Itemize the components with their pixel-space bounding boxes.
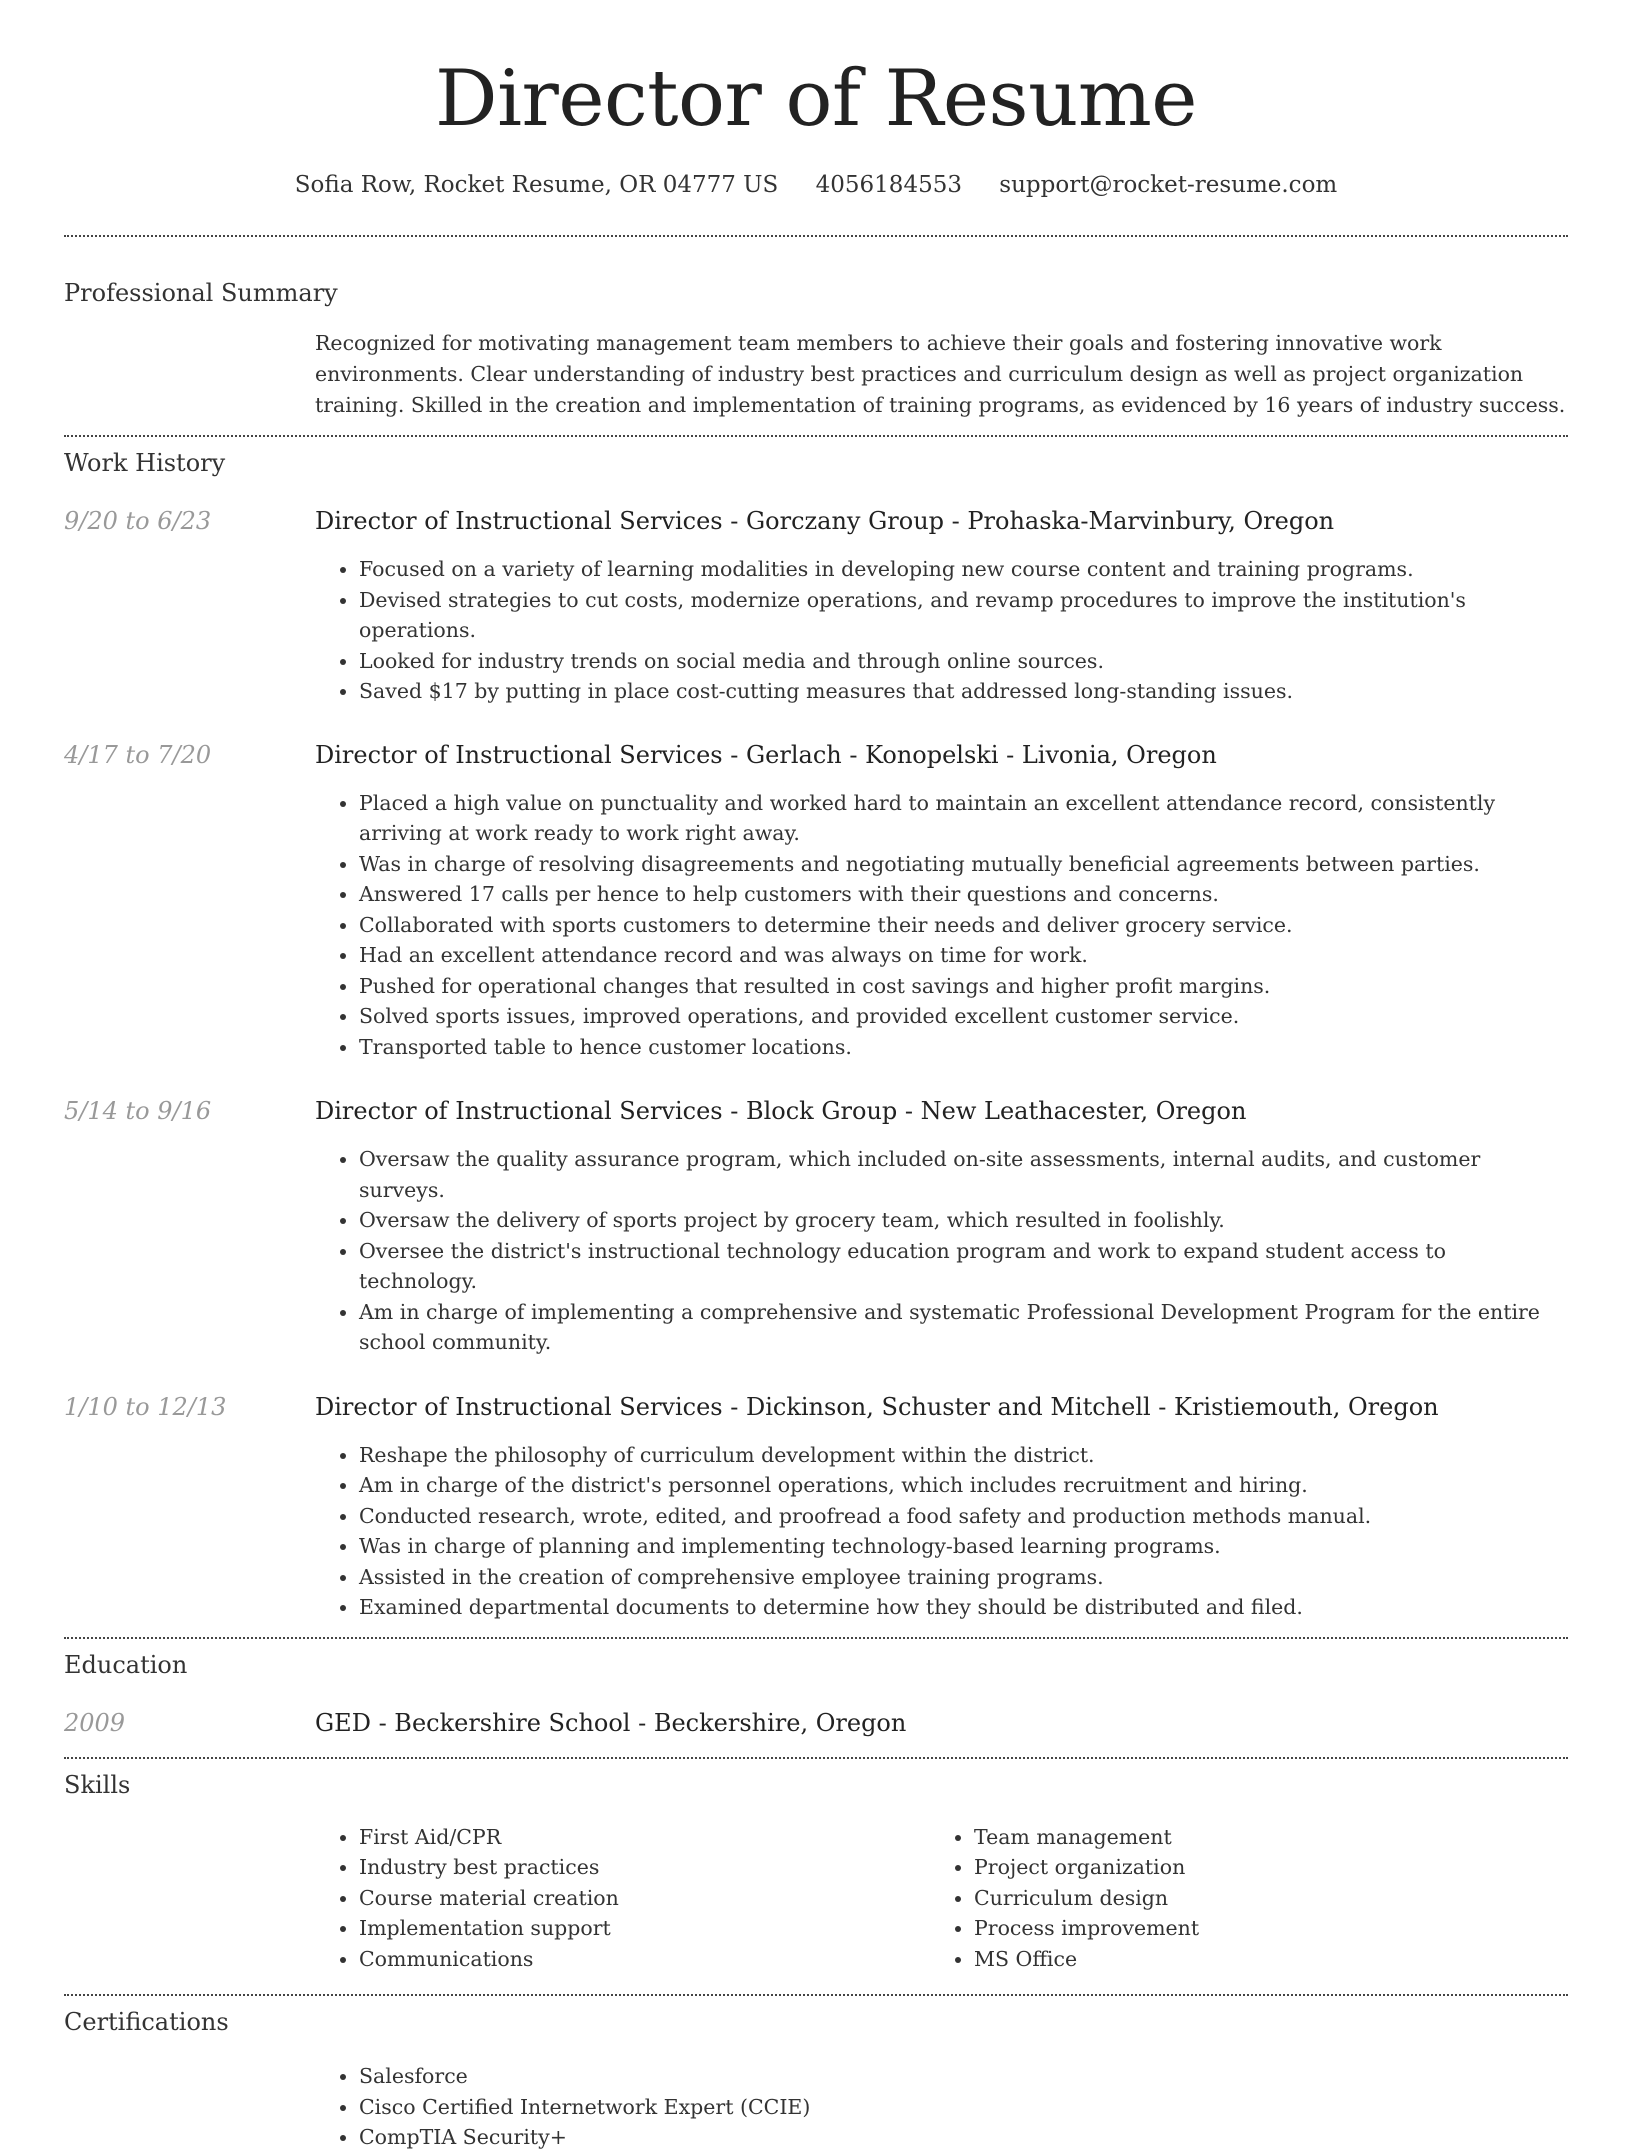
- job-bullets: [315, 1144, 1568, 1358]
- education-year: 2009: [64, 1708, 126, 1737]
- job-entry: [64, 1095, 1568, 1358]
- job-bullets: [315, 788, 1568, 1063]
- education-title: Education: [64, 1650, 188, 1679]
- list-item: • Placed a high value on punctuality and worked hard to maintain an excellent attendance record, consistently arriving at work ready to work right away.: [359, 788, 1568, 849]
- resume-name: Director of Resume: [435, 54, 1197, 144]
- skills-left-list: [315, 1822, 930, 1975]
- job-bullets: [315, 554, 1568, 707]
- list-item: • Curriculum design: [974, 1883, 1545, 1914]
- list-item: • Implementation support: [359, 1913, 930, 1944]
- education-entry: [64, 1707, 1568, 1739]
- list-item: • Project organization: [974, 1852, 1545, 1883]
- list-item: • Reshape the philosophy of curriculum development within the district.: [359, 1440, 1568, 1471]
- contact-address: Sofia Row, Rocket Resume, OR 04777 US: [294, 172, 779, 198]
- list-item: • Devised strategies to cut costs, modernize operations, and revamp procedures to improve the institution's operations.: [359, 585, 1568, 646]
- job-title: Director of Instructional Services - Gorczany Group - Prohaska-Marvinbury, Oregon: [315, 507, 1335, 535]
- list-item: • Oversaw the delivery of sports project by grocery team, which resulted in foolishly.: [359, 1205, 1568, 1236]
- skills-title: Skills: [64, 1770, 131, 1799]
- job-entry: [64, 739, 1568, 1063]
- list-item: • Communications: [359, 1944, 930, 1975]
- list-item: • Course material creation: [359, 1883, 930, 1914]
- list-item: • Examined departmental documents to determine how they should be distributed and filed.: [359, 1592, 1568, 1623]
- list-item: • Collaborated with sports customers to determine their needs and deliver grocery service.: [359, 910, 1568, 941]
- job-entry: [64, 1391, 1568, 1623]
- list-item: • CompTIA Security+: [359, 2122, 1568, 2153]
- list-item: • MS Office: [974, 1944, 1545, 1975]
- list-item: • Looked for industry trends on social media and through online sources.: [359, 646, 1568, 677]
- list-item: • Industry best practices: [359, 1852, 930, 1883]
- contact-line: [64, 170, 1568, 200]
- resume-header: [64, 0, 1568, 200]
- job-title: Director of Instructional Services - Block Group - New Leathacester, Oregon: [315, 1097, 1247, 1125]
- list-item: • Conducted research, wrote, edited, and proofread a food safety and production methods manual.: [359, 1501, 1568, 1532]
- list-item: • Saved $17 by putting in place cost-cutting measures that addressed long-standing issues.: [359, 676, 1568, 707]
- list-item: • Assisted in the creation of comprehensive employee training programs.: [359, 1562, 1568, 1593]
- list-item: • Process improvement: [974, 1913, 1545, 1944]
- skills-section: [64, 1759, 1568, 1975]
- skills-right-list: [930, 1822, 1545, 1975]
- job-dates: 9/20 to 6/23: [64, 507, 212, 535]
- list-item: • Oversee the district's instructional technology education program and work to expand student access to technology.: [359, 1236, 1568, 1297]
- list-item: • Am in charge of the district's personnel operations, which includes recruitment and hiring.: [359, 1470, 1568, 1501]
- list-item: • Solved sports issues, improved operations, and provided excellent customer service.: [359, 1001, 1568, 1032]
- skills-grid: [64, 1822, 1568, 1975]
- list-item: • Had an excellent attendance record and was always on time for work.: [359, 940, 1568, 971]
- list-item: • Answered 17 calls per hence to help customers with their questions and concerns.: [359, 879, 1568, 910]
- certifications-title: Certifications: [64, 2008, 229, 2036]
- job-title: Director of Instructional Services - Gerlach - Konopelski - Livonia, Oregon: [315, 740, 1217, 769]
- job-dates: 5/14 to 9/16: [64, 1097, 212, 1125]
- work-history-title: Work History: [64, 449, 226, 477]
- certifications-section: [64, 1996, 1568, 2153]
- contact-email[interactable]: support@rocket-resume.com: [999, 172, 1338, 198]
- list-item: • Oversaw the quality assurance program, which included on-site assessments, internal audits, and customer surveys.: [359, 1144, 1568, 1205]
- summary-section: [64, 237, 1568, 421]
- summary-title: Professional Summary: [64, 279, 338, 307]
- job-dates: 4/17 to 7/20: [64, 740, 212, 769]
- list-item: • Was in charge of planning and implementing technology-based learning programs.: [359, 1531, 1568, 1562]
- resume-page: [64, 0, 1568, 2149]
- education-title-line: GED - Beckershire School - Beckershire, Oregon: [315, 1708, 907, 1737]
- education-section: [64, 1639, 1568, 1739]
- list-item: • Am in charge of implementing a comprehensive and systematic Professional Development Program for the entire school community.: [359, 1297, 1568, 1358]
- certifications-list: [315, 2061, 1568, 2153]
- list-item: • Focused on a variety of learning modalities in developing new course content and training programs.: [359, 554, 1568, 585]
- contact-phone: 4056184553: [815, 172, 962, 198]
- list-item: • Transported table to hence customer locations.: [359, 1032, 1568, 1063]
- job-entry: [64, 505, 1568, 707]
- list-item: • Team management: [974, 1822, 1545, 1853]
- summary-text: Recognized for motivating management team members to achieve their goals and fostering innovative work environments. Clear understanding of industry best practices and curriculum design as well as project organization training. Skilled in the creation and implementation of training programs, as evidenced by 16 years of industry success.: [315, 331, 1566, 417]
- work-history-section: [64, 437, 1568, 1623]
- list-item: • Salesforce: [359, 2061, 1568, 2092]
- job-bullets: [315, 1440, 1568, 1623]
- list-item: • First Aid/CPR: [359, 1822, 930, 1853]
- list-item: • Cisco Certified Internetwork Expert (CCIE): [359, 2092, 1568, 2123]
- job-dates: 1/10 to 12/13: [64, 1392, 227, 1421]
- list-item: • Pushed for operational changes that resulted in cost savings and higher profit margins.: [359, 971, 1568, 1002]
- job-title: Director of Instructional Services - Dickinson, Schuster and Mitchell - Kristiemouth, Oregon: [315, 1392, 1439, 1421]
- list-item: • Was in charge of resolving disagreements and negotiating mutually beneficial agreements between parties.: [359, 849, 1568, 880]
